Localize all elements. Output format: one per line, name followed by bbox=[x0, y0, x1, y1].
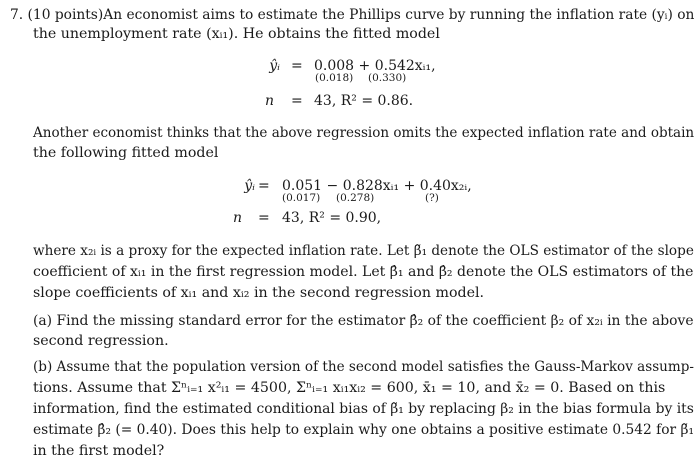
model1-rhs: 0.008 + 0.542xᵢ₁, bbox=[314, 58, 436, 74]
model2-se-intercept: (0.017) bbox=[282, 192, 321, 204]
problem-intro-text-1: An economist aims to estimate the Phillips curve by running the inflation rate (yᵢ) on bbox=[103, 7, 695, 23]
middle-line-1: Another economist thinks that the above regression omits the expected inflation rate and obtain bbox=[33, 125, 695, 141]
model1-se-intercept: (0.018) bbox=[315, 72, 354, 84]
model2-lhs: ŷᵢ bbox=[244, 178, 255, 194]
definitions-line-3: slope coefficients of xᵢ₁ and xᵢ₂ in the second regression model. bbox=[33, 285, 485, 301]
model2-n-label: n bbox=[232, 210, 242, 226]
model1-equals: = bbox=[291, 58, 303, 74]
problem-points: (10 points) bbox=[27, 7, 104, 23]
model1-lhs: ŷᵢ bbox=[269, 58, 280, 74]
definitions-line-1: where x₂ᵢ is a proxy for the expected inflation rate. Let β̃₁ denote the OLS estimator of the slope bbox=[33, 243, 694, 259]
model2-rhs: 0.051 − 0.828xᵢ₁ + 0.40x₂ᵢ, bbox=[282, 178, 472, 194]
problem-intro-line-2: the unemployment rate (xᵢ₁). He obtains the fitted model bbox=[33, 26, 440, 42]
model1-n-value: 43, R² = 0.86. bbox=[314, 93, 414, 109]
model1-n-equals: = bbox=[291, 93, 303, 109]
part-a-line-1: (a) Find the missing standard error for the estimator β̂₂ of the coefficient β₂ of x₂ᵢ in the above bbox=[33, 313, 694, 329]
part-b-line-4: estimate β̂₂ (= 0.40). Does this help to explain why one obtains a positive estimate 0.542 for β̃₁ bbox=[33, 422, 694, 438]
part-b-line-3: information, find the estimated conditional bias of β̃₁ by replacing β₂ in the bias formula by its bbox=[33, 401, 694, 417]
model2-se-x2: (?) bbox=[425, 192, 439, 204]
problem-intro-line-1 bbox=[10, 5, 694, 25]
part-b-line-2: tions. Assume that Σⁿᵢ₌₁ x²ᵢ₁ = 4500, Σⁿᵢ₌₁ xᵢ₁xᵢ₂ = 600, x̄₁ = 10, and x̄₂ = 0. Based on this bbox=[33, 380, 666, 396]
part-b-line-1: (b) Assume that the population version of the second model satisfies the Gauss-Markov assump- bbox=[33, 359, 695, 375]
part-b-line-5: in the first model? bbox=[33, 443, 165, 459]
model2-n-value: 43, R² = 0.90, bbox=[282, 210, 382, 226]
problem-number: 7. bbox=[10, 7, 24, 23]
definitions-line-2: coefficient of xᵢ₁ in the first regression model. Let β̂₁ and β̂₂ denote the OLS estimators of the bbox=[33, 264, 694, 280]
middle-line-2: the following fitted model bbox=[33, 145, 219, 161]
model1-se-slope: (0.330) bbox=[368, 72, 407, 84]
model2-se-x1: (0.278) bbox=[336, 192, 375, 204]
part-a-line-2: second regression. bbox=[33, 333, 169, 349]
model2-n-equals: = bbox=[258, 210, 270, 226]
model2-equals: = bbox=[258, 178, 270, 194]
model1-n-label: n bbox=[264, 93, 274, 109]
